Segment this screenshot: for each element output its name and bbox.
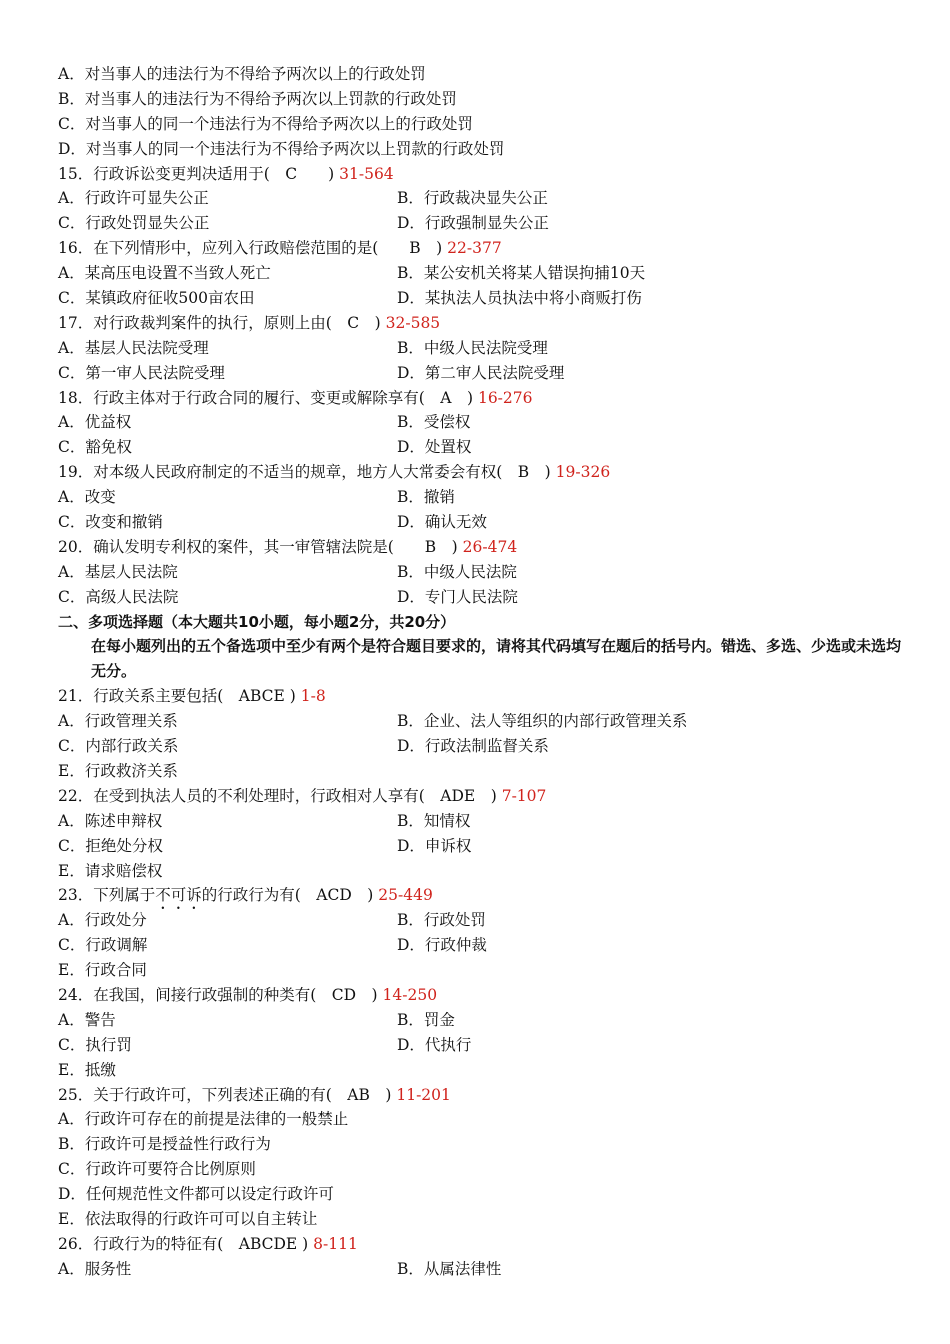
option-row — [58, 410, 908, 435]
option-row — [58, 1033, 908, 1058]
option-e: E．抵缴 — [58, 1060, 116, 1079]
question-stem — [58, 311, 908, 336]
stem-text: 18．行政主体对于行政合同的履行、变更或解除享有( A ) — [58, 388, 474, 407]
stem-text: 19．对本级人民政府制定的不适当的规章，地方人大常委会有权( B ) — [58, 463, 551, 482]
option-line: B．对当事人的违法行为不得给予两次以上罚款的行政处罚 — [58, 89, 457, 108]
option-b: B．中级人民法院受理 — [397, 338, 548, 357]
exam-page — [58, 62, 908, 1282]
option-line: D．对当事人的同一个违法行为不得给予两次以上罚款的行政处罚 — [58, 139, 505, 158]
page-reference: 7-107 — [501, 786, 547, 805]
option-line: A．对当事人的违法行为不得给予两次以上的行政处罚 — [58, 65, 426, 83]
stem-text: 25．关于行政许可，下列表述正确的有( AB ) — [58, 1085, 392, 1104]
option-d: D．行政法制监督关系 — [397, 737, 549, 756]
page-reference: 16-276 — [477, 388, 533, 407]
option-row — [58, 809, 908, 834]
stem-text: 20．确认发明专利权的案件，其一审管辖法院是( B ) — [58, 537, 458, 556]
option-b: B．知情权 — [397, 811, 471, 830]
option-row — [58, 261, 908, 286]
option-row — [58, 560, 908, 585]
option-row — [58, 1257, 908, 1282]
page-reference: 11-201 — [396, 1085, 451, 1104]
option-row — [58, 933, 908, 958]
option-a: A．某高压电设置不当致人死亡 — [58, 264, 271, 283]
stem-text: 的行政行为有( ACD ) — [201, 886, 374, 905]
option-c: C．第一审人民法院受理 — [58, 363, 225, 382]
option-b: B．企业、法人等组织的内部行政管理关系 — [397, 712, 688, 731]
option-d: D．处置权 — [397, 438, 472, 457]
option-b: B．撤销 — [397, 488, 455, 507]
option-row — [58, 759, 908, 784]
option-c: C．某镇政府征收500亩农田 — [58, 289, 255, 308]
option-a: A．优益权 — [58, 413, 132, 432]
option-b: B．行政裁决显失公正 — [397, 189, 548, 208]
option-row — [58, 286, 908, 311]
option-row — [58, 585, 908, 610]
option-a: A．陈述申辩权 — [58, 811, 163, 830]
page-reference: 25-449 — [378, 886, 433, 905]
stem-text: 26．行政行为的特征有( ABCDE ) — [58, 1234, 309, 1253]
option-row — [58, 859, 908, 884]
option-e: E．行政合同 — [58, 961, 147, 980]
question-stem — [58, 162, 908, 187]
option-c: C．豁免权 — [58, 438, 132, 457]
option-row — [58, 211, 908, 236]
question-stem — [58, 386, 908, 411]
option-e: E．请求赔偿权 — [58, 861, 163, 880]
section-instruction: 在每小题列出的五个备选项中至少有两个是符合题目要求的，请将其代码填写在题后的括号内。错选、多选、少选或未选均无分。 — [91, 637, 902, 681]
option-row — [58, 1058, 908, 1083]
question-stem — [58, 1083, 908, 1108]
page-reference: 31-564 — [339, 164, 394, 183]
option-a: A．警告 — [58, 1010, 116, 1029]
option-line: C．行政许可要符合比例原则 — [58, 1160, 256, 1179]
option-a: A．基层人民法院受理 — [58, 338, 209, 357]
option-line: A．行政许可存在的前提是法律的一般禁止 — [58, 1110, 349, 1129]
question-stem — [58, 784, 908, 809]
option-row — [58, 485, 908, 510]
option-row — [58, 361, 908, 386]
option-d: D．行政仲裁 — [397, 936, 487, 955]
option-row — [58, 510, 908, 535]
option-row — [58, 908, 908, 933]
option-row — [58, 709, 908, 734]
option-d: D．确认无效 — [397, 513, 487, 532]
option-c: C．行政调解 — [58, 936, 148, 955]
option-b: B．行政处罚 — [397, 911, 486, 930]
stem-text: 24．在我国，间接行政强制的种类有( CD ) — [58, 985, 378, 1004]
question-stem — [58, 883, 908, 908]
option-a: A．行政许可显失公正 — [58, 189, 209, 208]
option-line: C．对当事人的同一个违法行为不得给予两次以上的行政处罚 — [58, 114, 473, 133]
option-d: D．申诉权 — [397, 836, 472, 855]
page-reference: 22-377 — [447, 239, 502, 258]
question-stem — [58, 460, 908, 485]
page-reference: 32-585 — [385, 313, 441, 332]
stem-text: 21．行政关系主要包括( ABCE ) — [58, 687, 296, 706]
page-reference: 1-8 — [300, 687, 326, 706]
option-row — [58, 435, 908, 460]
option-line: E．依法取得的行政许可可以自主转让 — [58, 1209, 318, 1228]
stem-text: 22．在受到执法人员的不利处理时，行政相对人享有( ADE ) — [58, 786, 497, 805]
option-row — [58, 1008, 908, 1033]
option-b: B．从属法律性 — [397, 1259, 502, 1278]
option-b: B．中级人民法院 — [397, 562, 517, 581]
question-stem — [58, 684, 908, 709]
question-stem — [58, 1232, 908, 1257]
option-d: D．专门人民法院 — [397, 587, 518, 606]
option-d: D．某执法人员执法中将小商贩打伤 — [397, 289, 642, 308]
option-row — [58, 186, 908, 211]
option-c: C．内部行政关系 — [58, 737, 179, 756]
emphasized-text: 不可诉 — [155, 886, 202, 905]
option-c: C．行政处罚显失公正 — [58, 214, 210, 233]
stem-text: 15．行政诉讼变更判决适用于( C ) — [58, 164, 335, 183]
option-line: B．行政许可是授益性行政行为 — [58, 1135, 271, 1154]
option-d: D．代执行 — [397, 1035, 472, 1054]
section-heading: 二、多项选择题（本大题共10小题，每小题2分，共20分） — [58, 612, 456, 631]
stem-text: 23．下列属于 — [58, 886, 156, 905]
page-reference: 14-250 — [382, 985, 438, 1004]
page-reference: 26-474 — [462, 537, 518, 556]
question-stem — [58, 535, 908, 560]
stem-text: 16．在下列情形中，应列入行政赔偿范围的是( B ) — [58, 239, 443, 258]
page-reference: 19-326 — [555, 463, 611, 482]
option-e: E．行政救济关系 — [58, 761, 178, 780]
option-a: A．服务性 — [58, 1259, 132, 1278]
option-row — [58, 336, 908, 361]
option-row — [58, 958, 908, 983]
option-b: B．受偿权 — [397, 413, 471, 432]
option-c: C．执行罚 — [58, 1035, 132, 1054]
option-a: A．行政管理关系 — [58, 712, 178, 731]
option-c: C．高级人民法院 — [58, 587, 179, 606]
option-a: A．行政处分 — [58, 911, 147, 930]
question-stem — [58, 236, 908, 261]
option-line: D．任何规范性文件都可以设定行政许可 — [58, 1185, 334, 1204]
option-b: B．某公安机关将某人错误拘捕10天 — [397, 264, 646, 283]
option-row — [58, 734, 908, 759]
option-a: A．基层人民法院 — [58, 562, 178, 581]
page-reference: 8-111 — [313, 1234, 358, 1253]
option-c: C．改变和撤销 — [58, 513, 163, 532]
option-c: C．拒绝处分权 — [58, 836, 163, 855]
option-a: A．改变 — [58, 488, 116, 507]
option-d: D．行政强制显失公正 — [397, 214, 549, 233]
option-d: D．第二审人民法院受理 — [397, 363, 565, 382]
stem-text: 17．对行政裁判案件的执行，原则上由( C ) — [58, 313, 381, 332]
question-stem — [58, 983, 908, 1008]
option-row — [58, 834, 908, 859]
option-b: B．罚金 — [397, 1010, 455, 1029]
